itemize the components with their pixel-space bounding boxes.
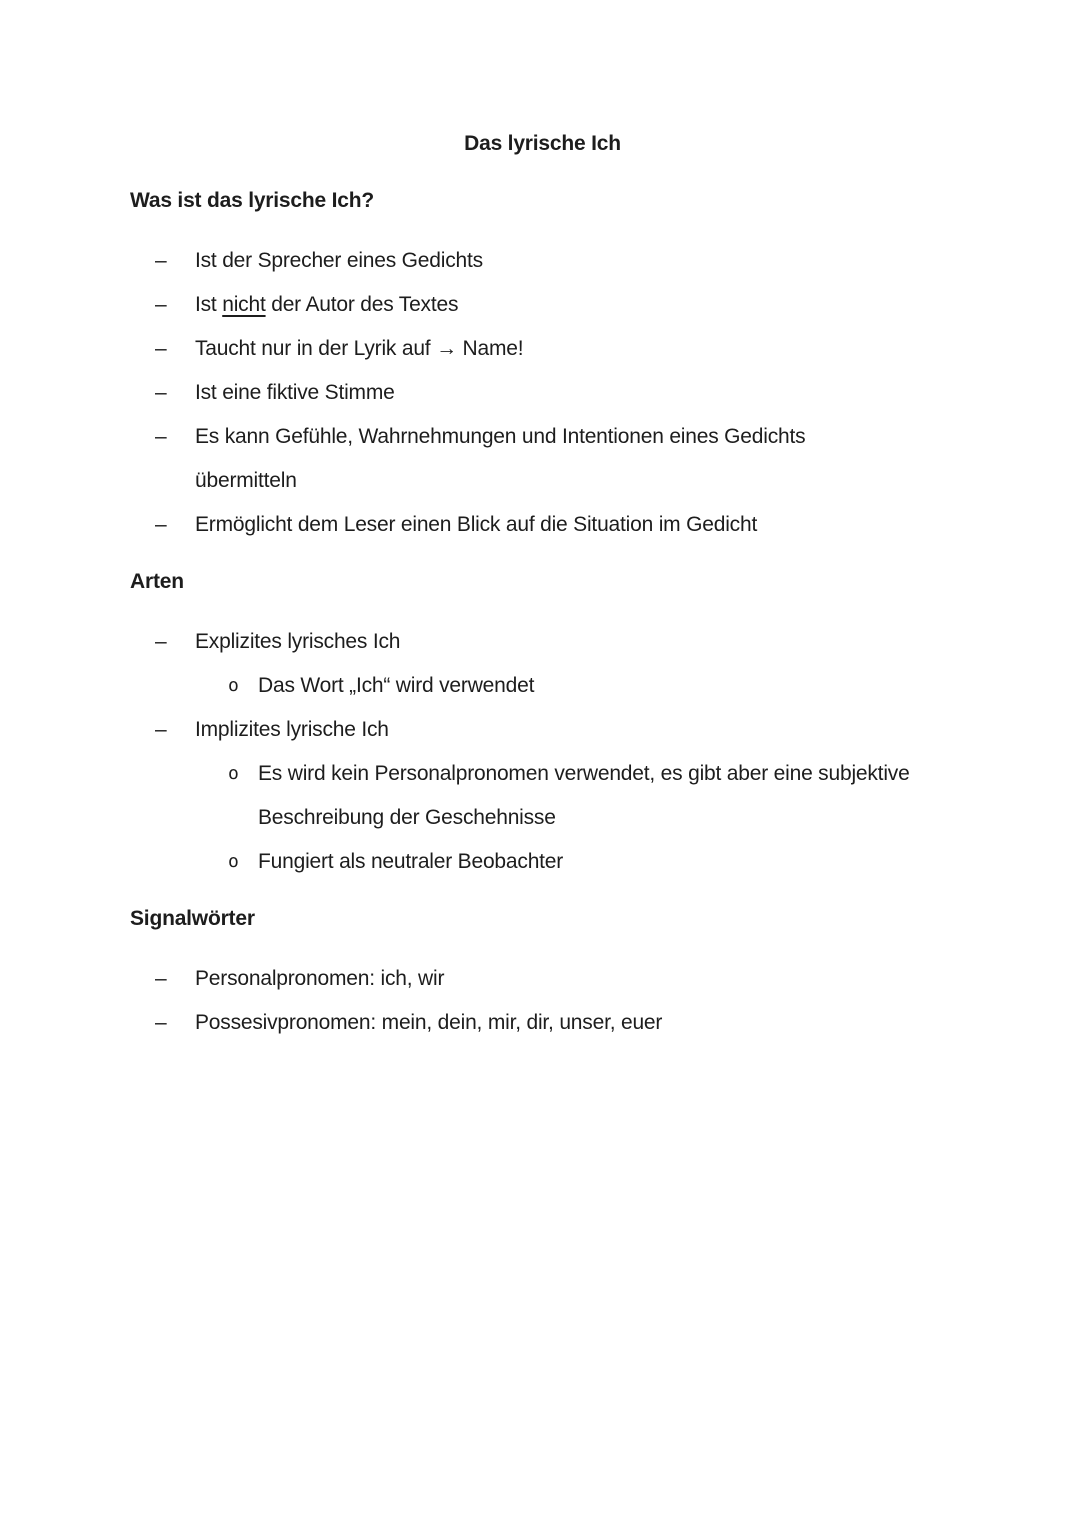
dash-bullet-icon: – (155, 249, 167, 272)
sub-list-item (130, 664, 955, 708)
section-heading-arten: Arten (130, 570, 184, 593)
list-item (130, 1001, 955, 1045)
list-item (130, 283, 955, 327)
sub-list-item-text (258, 752, 955, 840)
definition-list (130, 239, 955, 547)
document-title: Das lyrische Ich (464, 132, 621, 155)
section-heading-signalwoerter: Signalwörter (130, 907, 255, 930)
dash-bullet-icon: – (155, 381, 167, 404)
list-item-text: Explizites lyrisches Ich (195, 630, 401, 653)
sub-list-item-text: Das Wort „Ich“ wird verwendet (258, 674, 535, 697)
list-item-text: Implizites lyrische Ich (195, 718, 389, 741)
text-line: Es kann Gefühle, Wahrnehmungen und Intentionen eines Gedichts (195, 425, 806, 448)
circle-bullet-icon: o (228, 675, 239, 696)
list-item (130, 415, 955, 503)
sub-list-item (130, 840, 955, 884)
dash-bullet-icon: – (155, 513, 167, 536)
text-segment: der Autor des Textes (265, 293, 459, 316)
dash-bullet-icon: – (155, 425, 167, 448)
list-item (130, 957, 955, 1001)
list-item-text (195, 415, 955, 503)
list-item-text (195, 283, 955, 327)
text-line: übermitteln (195, 469, 297, 492)
dash-bullet-icon: – (155, 1011, 167, 1034)
list-item-text: Ist eine fiktive Stimme (195, 381, 395, 404)
underlined-word: nicht (222, 293, 266, 316)
list-item-text: Ermöglicht dem Leser einen Blick auf die Situation im Gedicht (195, 513, 758, 536)
arten-list (130, 620, 955, 664)
circle-bullet-icon: o (228, 851, 239, 872)
dash-bullet-icon: – (155, 630, 167, 653)
list-item (130, 239, 955, 283)
list-item (130, 503, 955, 547)
sub-list-item-text: Fungiert als neutraler Beobachter (258, 850, 564, 873)
list-item (130, 371, 955, 415)
dash-bullet-icon: – (155, 337, 167, 360)
list-item-text: Taucht nur in der Lyrik auf → Name! (195, 337, 524, 360)
text-line: Beschreibung der Geschehnisse (258, 806, 556, 829)
dash-bullet-icon: – (155, 718, 167, 741)
arten-list-continued (130, 708, 955, 752)
list-item-text: Possesivpronomen: mein, dein, mir, dir, unser, euer (195, 1011, 663, 1034)
dash-bullet-icon: – (155, 293, 167, 316)
circle-bullet-icon: o (228, 763, 239, 784)
arten-sublist-explizit (130, 664, 955, 708)
list-item-text: Ist der Sprecher eines Gedichts (195, 249, 483, 272)
section-heading-was-ist-das-lyrische-ich: Was ist das lyrische Ich? (130, 189, 374, 212)
sub-list-item (130, 752, 955, 840)
list-item-text: Personalpronomen: ich, wir (195, 967, 445, 990)
signalwoerter-list (130, 957, 955, 1045)
list-item (130, 327, 955, 371)
text-line: Es wird kein Personalpronomen verwendet, es gibt aber eine subjektive (258, 762, 910, 785)
list-item (130, 620, 955, 664)
list-item (130, 708, 955, 752)
dash-bullet-icon: – (155, 967, 167, 990)
arten-sublist-implizit (130, 752, 955, 884)
text-segment: Ist (195, 293, 223, 316)
